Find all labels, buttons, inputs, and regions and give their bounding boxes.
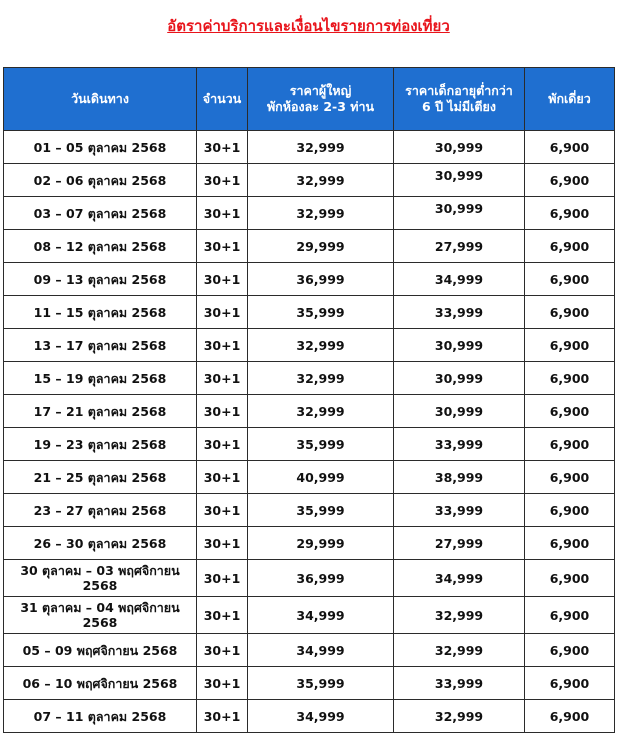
cell-seats: 30+1 bbox=[197, 164, 248, 197]
cell-child-price: 33,999 bbox=[394, 494, 525, 527]
cell-adult-price: 32,999 bbox=[248, 395, 394, 428]
table-row bbox=[4, 164, 615, 197]
cell-single-supplement: 6,900 bbox=[525, 230, 615, 263]
cell-single-supplement: 6,900 bbox=[525, 197, 615, 230]
table-row bbox=[4, 131, 615, 164]
cell-adult-price: 40,999 bbox=[248, 461, 394, 494]
cell-child-price: 30,999 bbox=[394, 362, 525, 395]
cell-date: 09 – 13 ตุลาคม 2568 bbox=[4, 263, 197, 296]
cell-adult-price: 36,999 bbox=[248, 560, 394, 597]
table-row bbox=[4, 230, 615, 263]
cell-seats: 30+1 bbox=[197, 527, 248, 560]
cell-single-supplement: 6,900 bbox=[525, 428, 615, 461]
cell-single-supplement: 6,900 bbox=[525, 597, 615, 634]
cell-adult-price: 35,999 bbox=[248, 494, 394, 527]
table-row bbox=[4, 197, 615, 230]
table-row bbox=[4, 494, 615, 527]
cell-seats: 30+1 bbox=[197, 560, 248, 597]
cell-date: 19 – 23 ตุลาคม 2568 bbox=[4, 428, 197, 461]
cell-date: 21 – 25 ตุลาคม 2568 bbox=[4, 461, 197, 494]
table-row bbox=[4, 634, 615, 667]
cell-single-supplement: 6,900 bbox=[525, 461, 615, 494]
cell-date: 11 – 15 ตุลาคม 2568 bbox=[4, 296, 197, 329]
cell-seats: 30+1 bbox=[197, 362, 248, 395]
cell-adult-price: 34,999 bbox=[248, 634, 394, 667]
cell-child-price: 33,999 bbox=[394, 296, 525, 329]
cell-seats: 30+1 bbox=[197, 263, 248, 296]
table-body bbox=[4, 131, 615, 733]
cell-date: 01 – 05 ตุลาคม 2568 bbox=[4, 131, 197, 164]
cell-seats: 30+1 bbox=[197, 428, 248, 461]
cell-child-price: 32,999 bbox=[394, 700, 525, 733]
cell-child-price: 34,999 bbox=[394, 560, 525, 597]
cell-adult-price: 32,999 bbox=[248, 362, 394, 395]
cell-date: 06 – 10 พฤศจิกายน 2568 bbox=[4, 667, 197, 700]
cell-date: 13 – 17 ตุลาคม 2568 bbox=[4, 329, 197, 362]
cell-seats: 30+1 bbox=[197, 329, 248, 362]
header-child-price: ราคาเด็กอายุต่ำกว่า 6 ปี ไม่มีเตียง bbox=[394, 68, 525, 131]
cell-seats: 30+1 bbox=[197, 494, 248, 527]
cell-child-price: 34,999 bbox=[394, 263, 525, 296]
cell-date: 03 – 07 ตุลาคม 2568 bbox=[4, 197, 197, 230]
cell-single-supplement: 6,900 bbox=[525, 395, 615, 428]
table-row bbox=[4, 362, 615, 395]
cell-seats: 30+1 bbox=[197, 461, 248, 494]
cell-child-price: 30,999 bbox=[394, 329, 525, 362]
cell-date: 02 – 06 ตุลาคม 2568 bbox=[4, 164, 197, 197]
table-row bbox=[4, 527, 615, 560]
rates-table bbox=[3, 67, 615, 733]
header-adult-price: ราคาผู้ใหญ่ พักห้องละ 2-3 ท่าน bbox=[248, 68, 394, 131]
cell-seats: 30+1 bbox=[197, 197, 248, 230]
cell-seats: 30+1 bbox=[197, 395, 248, 428]
cell-seats: 30+1 bbox=[197, 131, 248, 164]
table-row bbox=[4, 667, 615, 700]
table-row bbox=[4, 263, 615, 296]
page-title: อัตราค่าบริการและเงื่อนไขรายการท่องเที่ยว bbox=[167, 17, 450, 35]
cell-child-price: 33,999 bbox=[394, 428, 525, 461]
cell-child-price: 33,999 bbox=[394, 667, 525, 700]
cell-seats: 30+1 bbox=[197, 634, 248, 667]
cell-seats: 30+1 bbox=[197, 296, 248, 329]
cell-adult-price: 32,999 bbox=[248, 131, 394, 164]
table-row bbox=[4, 597, 615, 634]
cell-adult-price: 29,999 bbox=[248, 527, 394, 560]
table-row bbox=[4, 329, 615, 362]
cell-adult-price: 32,999 bbox=[248, 329, 394, 362]
cell-single-supplement: 6,900 bbox=[525, 131, 615, 164]
cell-date: 05 – 09 พฤศจิกายน 2568 bbox=[4, 634, 197, 667]
cell-adult-price: 36,999 bbox=[248, 263, 394, 296]
table-row bbox=[4, 428, 615, 461]
cell-adult-price: 29,999 bbox=[248, 230, 394, 263]
cell-child-price: 27,999 bbox=[394, 230, 525, 263]
cell-single-supplement: 6,900 bbox=[525, 362, 615, 395]
cell-adult-price: 35,999 bbox=[248, 667, 394, 700]
cell-adult-price: 35,999 bbox=[248, 428, 394, 461]
cell-date: 23 – 27 ตุลาคม 2568 bbox=[4, 494, 197, 527]
table-row bbox=[4, 560, 615, 597]
cell-date: 07 – 11 ตุลาคม 2568 bbox=[4, 700, 197, 733]
table-row bbox=[4, 296, 615, 329]
cell-single-supplement: 6,900 bbox=[525, 527, 615, 560]
cell-adult-price: 34,999 bbox=[248, 597, 394, 634]
cell-child-price: 30,999 bbox=[394, 395, 525, 428]
cell-single-supplement: 6,900 bbox=[525, 700, 615, 733]
cell-adult-price: 34,999 bbox=[248, 700, 394, 733]
cell-child-price: 32,999 bbox=[394, 634, 525, 667]
table-row bbox=[4, 395, 615, 428]
cell-date: 26 – 30 ตุลาคม 2568 bbox=[4, 527, 197, 560]
cell-child-price: 30,999 bbox=[394, 197, 525, 230]
cell-single-supplement: 6,900 bbox=[525, 634, 615, 667]
table-row bbox=[4, 461, 615, 494]
header-date: วันเดินทาง bbox=[4, 68, 197, 131]
header-single-supplement: พักเดี่ยว bbox=[525, 68, 615, 131]
cell-child-price: 32,999 bbox=[394, 597, 525, 634]
cell-date: 08 – 12 ตุลาคม 2568 bbox=[4, 230, 197, 263]
cell-date: 17 – 21 ตุลาคม 2568 bbox=[4, 395, 197, 428]
header-seats: จำนวน bbox=[197, 68, 248, 131]
cell-seats: 30+1 bbox=[197, 230, 248, 263]
cell-adult-price: 32,999 bbox=[248, 164, 394, 197]
cell-seats: 30+1 bbox=[197, 700, 248, 733]
cell-child-price: 30,999 bbox=[394, 131, 525, 164]
cell-single-supplement: 6,900 bbox=[525, 263, 615, 296]
cell-adult-price: 35,999 bbox=[248, 296, 394, 329]
cell-seats: 30+1 bbox=[197, 597, 248, 634]
cell-single-supplement: 6,900 bbox=[525, 667, 615, 700]
cell-single-supplement: 6,900 bbox=[525, 296, 615, 329]
cell-child-price: 30,999 bbox=[394, 164, 525, 197]
cell-single-supplement: 6,900 bbox=[525, 560, 615, 597]
cell-single-supplement: 6,900 bbox=[525, 164, 615, 197]
cell-single-supplement: 6,900 bbox=[525, 494, 615, 527]
cell-child-price: 38,999 bbox=[394, 461, 525, 494]
table-row bbox=[4, 700, 615, 733]
cell-date: 30 ตุลาคม – 03 พฤศจิกายน 2568 bbox=[4, 560, 197, 597]
cell-adult-price: 32,999 bbox=[248, 197, 394, 230]
cell-date: 15 – 19 ตุลาคม 2568 bbox=[4, 362, 197, 395]
cell-seats: 30+1 bbox=[197, 667, 248, 700]
table-header-row bbox=[4, 68, 615, 131]
cell-date: 31 ตุลาคม – 04 พฤศจิกายน 2568 bbox=[4, 597, 197, 634]
cell-single-supplement: 6,900 bbox=[525, 329, 615, 362]
cell-child-price: 27,999 bbox=[394, 527, 525, 560]
